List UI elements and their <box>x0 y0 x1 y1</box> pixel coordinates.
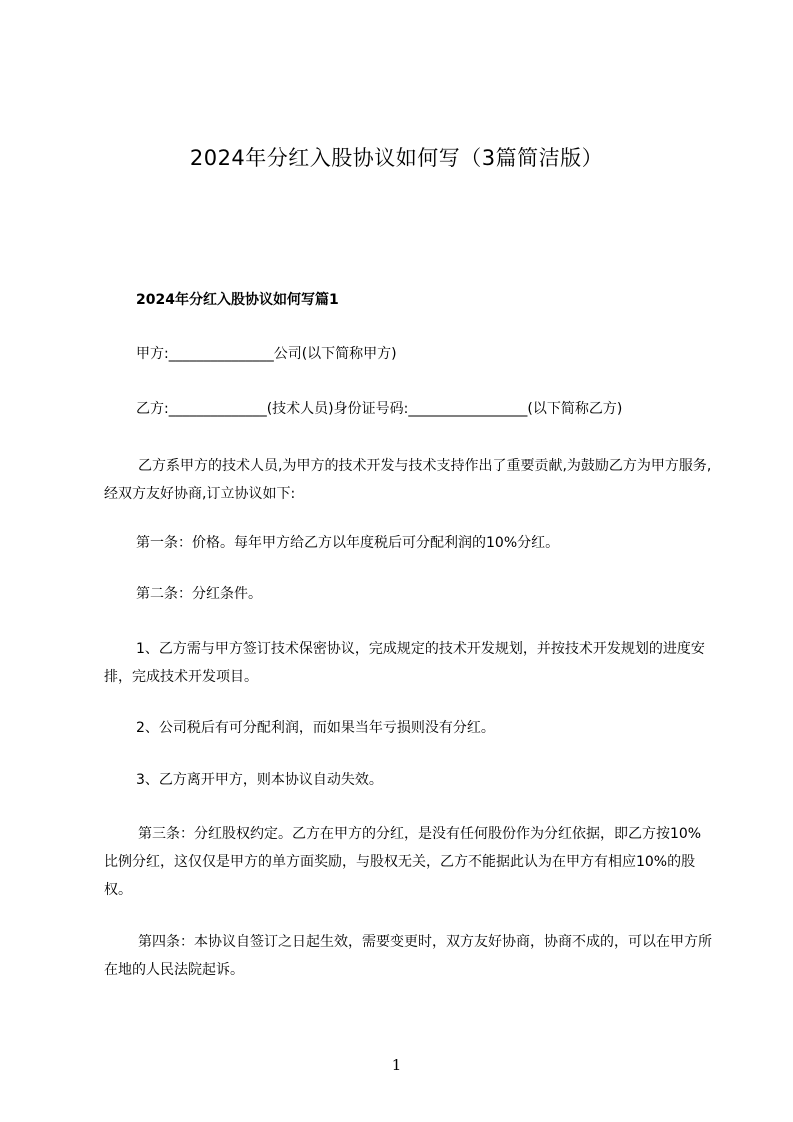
page-number: 1 <box>391 1056 402 1074</box>
article-3: 第三条：分红股权约定。乙方在甲方的分红，是没有任何股份作为分红依据，即乙方按10%比例分红，这仅仅是甲方的单方面奖励，与股权无关，乙方不能据此认为在甲方有相应10%的股权。 <box>104 826 702 898</box>
condition-3: 3、乙方离开甲方，则本协议自动失效。 <box>136 772 383 788</box>
condition-1: 1、乙方需与甲方签订技术保密协议，完成规定的技术开发规划，并按技术开发规划的进度安排，完成技术开发项目。 <box>104 641 705 685</box>
intro-paragraph: 乙方系甲方的技术人员,为甲方的技术开发与技术支持作出了重要贡献,为鼓励乙方为甲方服务,经双方友好协商,订立协议如下: <box>104 458 712 502</box>
section-heading: 2024年分红入股协议如何写篇1 <box>136 292 339 308</box>
condition-2: 2、公司税后有可分配利润，而如果当年亏损则没有分红。 <box>136 720 495 736</box>
party-a-line: 甲方:_______________公司(以下简称甲方) <box>136 346 397 362</box>
article-2: 第二条：分红条件。 <box>136 586 262 602</box>
party-b-line: 乙方:______________(技术人员)身份证号码:_________________(以下简称乙方) <box>136 401 623 417</box>
article-1: 第一条：价格。每年甲方给乙方以年度税后可分配利润的10%分红。 <box>136 535 560 551</box>
article-4: 第四条：本协议自签订之日起生效，需要变更时，双方友好协商，协商不成的，可以在甲方所在地的人民法院起诉。 <box>104 934 712 978</box>
document-title: 2024年分红入股协议如何写（3篇简洁版） <box>189 146 604 170</box>
